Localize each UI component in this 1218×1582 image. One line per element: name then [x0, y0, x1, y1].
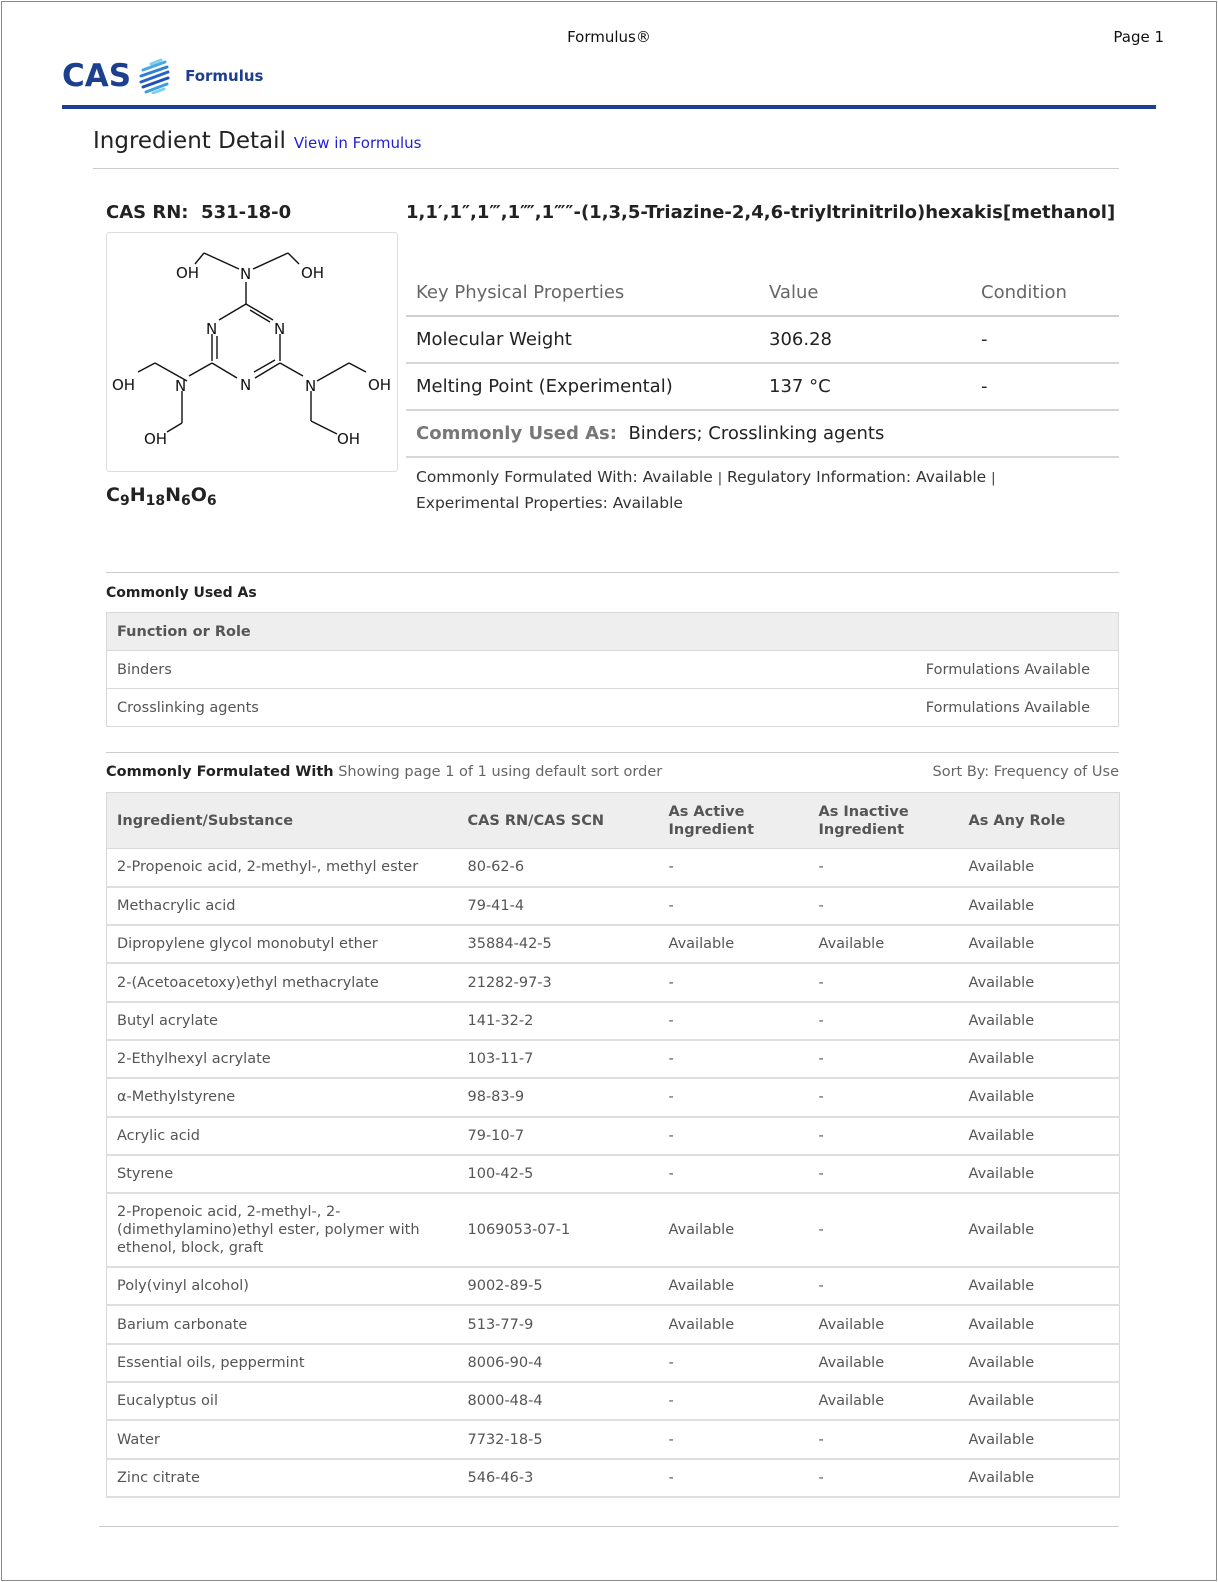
- atom-oh-3: OH: [112, 376, 136, 394]
- any-role-status: Available: [959, 1382, 1120, 1420]
- separator: |: [717, 471, 723, 486]
- divider: [106, 572, 1119, 573]
- atom-n-ring-right: N: [274, 320, 286, 338]
- cas-number: 141-32-2: [458, 1002, 659, 1040]
- inactive-status: Available: [809, 925, 959, 963]
- property-value: 137 °C: [759, 363, 971, 410]
- ingredient-name: 2-Ethylhexyl acrylate: [107, 1040, 458, 1078]
- formulated-with-subtitle: Showing page 1 of 1 using default sort order: [338, 764, 663, 780]
- active-status: Available: [659, 1305, 809, 1343]
- role-row: [107, 689, 1119, 727]
- active-status: -: [659, 1117, 809, 1155]
- cas-number: 8006-90-4: [458, 1344, 659, 1382]
- inactive-status: -: [809, 1267, 959, 1305]
- sort-by[interactable]: Sort By: Frequency of Use: [932, 764, 1119, 780]
- any-role-status: Available: [959, 963, 1120, 1001]
- cas-rn-label: CAS RN:: [106, 202, 189, 223]
- col-condition: Condition: [971, 270, 1119, 316]
- ingredient-name: 2-Propenoic acid, 2-methyl-, methyl ester: [107, 849, 458, 887]
- any-role-status: Available: [959, 1117, 1120, 1155]
- col-function-role: Function or Role: [107, 613, 1119, 651]
- formula-c: C: [106, 484, 120, 506]
- ingredients-table: [106, 792, 1120, 1498]
- formulated-with-title: Commonly Formulated With: [106, 764, 334, 780]
- property-name: Molecular Weight: [406, 316, 759, 363]
- table-row[interactable]: [107, 1155, 1120, 1193]
- molecular-formula: [106, 484, 217, 509]
- commonly-used-label: Commonly Used As:: [416, 423, 617, 444]
- role-row: [107, 651, 1119, 689]
- table-row[interactable]: [107, 1078, 1120, 1116]
- any-role-status: Available: [959, 1344, 1120, 1382]
- any-role-status: Available: [959, 1155, 1120, 1193]
- cas-number: 35884-42-5: [458, 925, 659, 963]
- active-status: -: [659, 1078, 809, 1116]
- atom-n-ring-left: N: [206, 320, 218, 338]
- cas-number: 21282-97-3: [458, 963, 659, 1001]
- any-role-status: Available: [959, 849, 1120, 887]
- col-key-properties: Key Physical Properties: [406, 270, 759, 316]
- regulatory-availability[interactable]: Regulatory Information: Available: [727, 468, 987, 486]
- cas-number: 79-10-7: [458, 1117, 659, 1155]
- inactive-status: -: [809, 1040, 959, 1078]
- table-row[interactable]: [107, 1117, 1120, 1155]
- property-condition: -: [971, 316, 1119, 363]
- ingredient-name: 2-(Acetoacetoxy)ethyl methacrylate: [107, 963, 458, 1001]
- ingredient-name: Eucalyptus oil: [107, 1382, 458, 1420]
- logo-product: Formulus: [185, 67, 264, 85]
- function-role-header: [107, 613, 1119, 651]
- table-row[interactable]: [107, 925, 1120, 963]
- inactive-status: Available: [809, 1344, 959, 1382]
- inactive-status: -: [809, 963, 959, 1001]
- inactive-status: -: [809, 1078, 959, 1116]
- formulations-available-link[interactable]: Formulations Available: [557, 651, 1119, 689]
- table-row[interactable]: [107, 849, 1120, 887]
- atom-oh-4: OH: [144, 430, 168, 448]
- active-status: Available: [659, 1193, 809, 1267]
- table-row[interactable]: [107, 1040, 1120, 1078]
- col-ingredient[interactable]: Ingredient/Substance: [107, 793, 458, 849]
- divider: [99, 1526, 1119, 1527]
- any-role-status: Available: [959, 1305, 1120, 1343]
- table-row[interactable]: [107, 1420, 1120, 1458]
- inactive-status: -: [809, 1420, 959, 1458]
- any-role-status: Available: [959, 925, 1120, 963]
- active-status: -: [659, 887, 809, 925]
- col-any-role[interactable]: As Any Role: [959, 793, 1120, 849]
- ingredient-name: Dipropylene glycol monobutyl ether: [107, 925, 458, 963]
- cas-number: 103-11-7: [458, 1040, 659, 1078]
- cas-number: 513-77-9: [458, 1305, 659, 1343]
- cas-number: 8000-48-4: [458, 1382, 659, 1420]
- table-row[interactable]: [107, 1382, 1120, 1420]
- table-row[interactable]: [107, 1305, 1120, 1343]
- role-name: Binders: [107, 651, 557, 689]
- cas-number: 79-41-4: [458, 887, 659, 925]
- property-value: 306.28: [759, 316, 971, 363]
- table-row[interactable]: [107, 963, 1120, 1001]
- ingredient-name: Acrylic acid: [107, 1117, 458, 1155]
- any-role-status: Available: [959, 887, 1120, 925]
- ingredient-name: Water: [107, 1420, 458, 1458]
- ingredients-body: [107, 849, 1120, 1497]
- cas-number: 546-46-3: [458, 1459, 659, 1497]
- active-status: -: [659, 1382, 809, 1420]
- property-condition: -: [971, 363, 1119, 410]
- atom-n-left: N: [175, 377, 187, 395]
- any-role-status: Available: [959, 1267, 1120, 1305]
- cas-number: 1069053-07-1: [458, 1193, 659, 1267]
- inactive-status: -: [809, 1459, 959, 1497]
- atom-n-top: N: [240, 265, 252, 283]
- atom-n-ring-bottom: N: [240, 376, 252, 394]
- cas-number: 98-83-9: [458, 1078, 659, 1116]
- chemical-name: 1,1′,1″,1‴,1⁗,1‴″-(1,3,5-Triazine-2,4,6-triyltrinitrilo)hexakis[methanol]: [406, 202, 1116, 223]
- any-role-status: Available: [959, 1002, 1120, 1040]
- page-title: Ingredient Detail: [93, 128, 286, 154]
- col-value: Value: [759, 270, 971, 316]
- page-heading: [93, 128, 421, 154]
- inactive-status: Available: [809, 1305, 959, 1343]
- formulated-with-heading: [106, 764, 662, 780]
- formula-o: O: [190, 484, 207, 506]
- view-in-formulus-link[interactable]: View in Formulus: [293, 134, 422, 152]
- header-rule: [62, 105, 1156, 109]
- ingredient-name: Essential oils, peppermint: [107, 1344, 458, 1382]
- active-status: -: [659, 1002, 809, 1040]
- cas-number: 9002-89-5: [458, 1267, 659, 1305]
- header-title: Formulus®: [567, 28, 651, 46]
- formulations-available-link[interactable]: Formulations Available: [557, 689, 1119, 727]
- atom-oh-1: OH: [176, 264, 200, 282]
- inactive-status: -: [809, 1117, 959, 1155]
- ingredient-name: Styrene: [107, 1155, 458, 1193]
- ingredient-name: 2-Propenoic acid, 2-methyl-, 2-(dimethylamino)ethyl ester, polymer with ethenol, block, graft: [107, 1193, 458, 1267]
- table-row[interactable]: [107, 1193, 1120, 1267]
- key-properties-header: [406, 270, 1119, 316]
- atom-oh-2: OH: [301, 264, 325, 282]
- logo-mark-icon: [137, 58, 171, 94]
- ingredient-name: Butyl acrylate: [107, 1002, 458, 1040]
- ingredient-name: Methacrylic acid: [107, 887, 458, 925]
- col-cas[interactable]: CAS RN/CAS SCN: [458, 793, 659, 849]
- experimental-availability[interactable]: Experimental Properties: Available: [416, 494, 683, 512]
- property-name: Melting Point (Experimental): [406, 363, 759, 410]
- col-inactive[interactable]: As Inactive Ingredient: [809, 793, 959, 849]
- active-status: -: [659, 1155, 809, 1193]
- table-row[interactable]: [107, 1002, 1120, 1040]
- cas-logo[interactable]: [62, 58, 263, 94]
- table-row[interactable]: [107, 887, 1120, 925]
- inactive-status: -: [809, 1193, 959, 1267]
- property-row: [406, 316, 1119, 363]
- divider: [93, 168, 1119, 169]
- availability-summary: [416, 465, 1106, 515]
- active-status: -: [659, 963, 809, 1001]
- cas-rn: [106, 202, 291, 223]
- ingredient-name: α-Methylstyrene: [107, 1078, 458, 1116]
- active-status: -: [659, 1459, 809, 1497]
- atom-n-right: N: [305, 377, 317, 395]
- logo-brand: CAS: [62, 58, 132, 94]
- key-properties-table: [406, 270, 1119, 458]
- formula-h-count: 18: [145, 493, 166, 509]
- ingredient-name: Barium carbonate: [107, 1305, 458, 1343]
- col-active[interactable]: As Active Ingredient: [659, 793, 809, 849]
- separator: |: [991, 471, 996, 486]
- commonly-used-as-title: Commonly Used As: [106, 585, 257, 601]
- active-status: Available: [659, 1267, 809, 1305]
- cas-rn-value: 531-18-0: [201, 202, 292, 223]
- any-role-status: Available: [959, 1040, 1120, 1078]
- formula-h: H: [129, 484, 146, 506]
- any-role-status: Available: [959, 1193, 1120, 1267]
- formula-o-count: 6: [206, 493, 217, 509]
- page-number: Page 1: [1113, 28, 1164, 46]
- formula-n: N: [165, 484, 181, 506]
- inactive-status: -: [809, 849, 959, 887]
- active-status: -: [659, 1344, 809, 1382]
- property-row: [406, 363, 1119, 410]
- formula-n-count: 6: [181, 493, 191, 509]
- table-row[interactable]: [107, 1459, 1120, 1497]
- structure-svg: [107, 233, 397, 471]
- ingredient-name: Zinc citrate: [107, 1459, 458, 1497]
- inactive-status: -: [809, 887, 959, 925]
- atom-oh-5: OH: [368, 376, 392, 394]
- formula-c-count: 9: [119, 493, 130, 509]
- inactive-status: -: [809, 1002, 959, 1040]
- structure-image: [106, 232, 398, 472]
- cas-number: 80-62-6: [458, 849, 659, 887]
- commonly-used-value: Binders; Crosslinking agents: [628, 423, 885, 444]
- table-row[interactable]: [107, 1344, 1120, 1382]
- commonly-used-cell: [406, 410, 1119, 457]
- active-status: -: [659, 849, 809, 887]
- table-row[interactable]: [107, 1267, 1120, 1305]
- divider: [106, 752, 1119, 753]
- ingredients-header: [107, 793, 1120, 849]
- active-status: -: [659, 1420, 809, 1458]
- inactive-status: -: [809, 1155, 959, 1193]
- cas-number: 100-42-5: [458, 1155, 659, 1193]
- active-status: -: [659, 1040, 809, 1078]
- role-name: Crosslinking agents: [107, 689, 557, 727]
- any-role-status: Available: [959, 1078, 1120, 1116]
- function-role-table: [106, 612, 1119, 727]
- any-role-status: Available: [959, 1420, 1120, 1458]
- commonly-used-row: [406, 410, 1119, 457]
- formulated-availability[interactable]: Commonly Formulated With: Available: [416, 468, 713, 486]
- cas-number: 7732-18-5: [458, 1420, 659, 1458]
- ingredient-name: Poly(vinyl alcohol): [107, 1267, 458, 1305]
- active-status: Available: [659, 925, 809, 963]
- inactive-status: Available: [809, 1382, 959, 1420]
- atom-oh-6: OH: [337, 430, 361, 448]
- any-role-status: Available: [959, 1459, 1120, 1497]
